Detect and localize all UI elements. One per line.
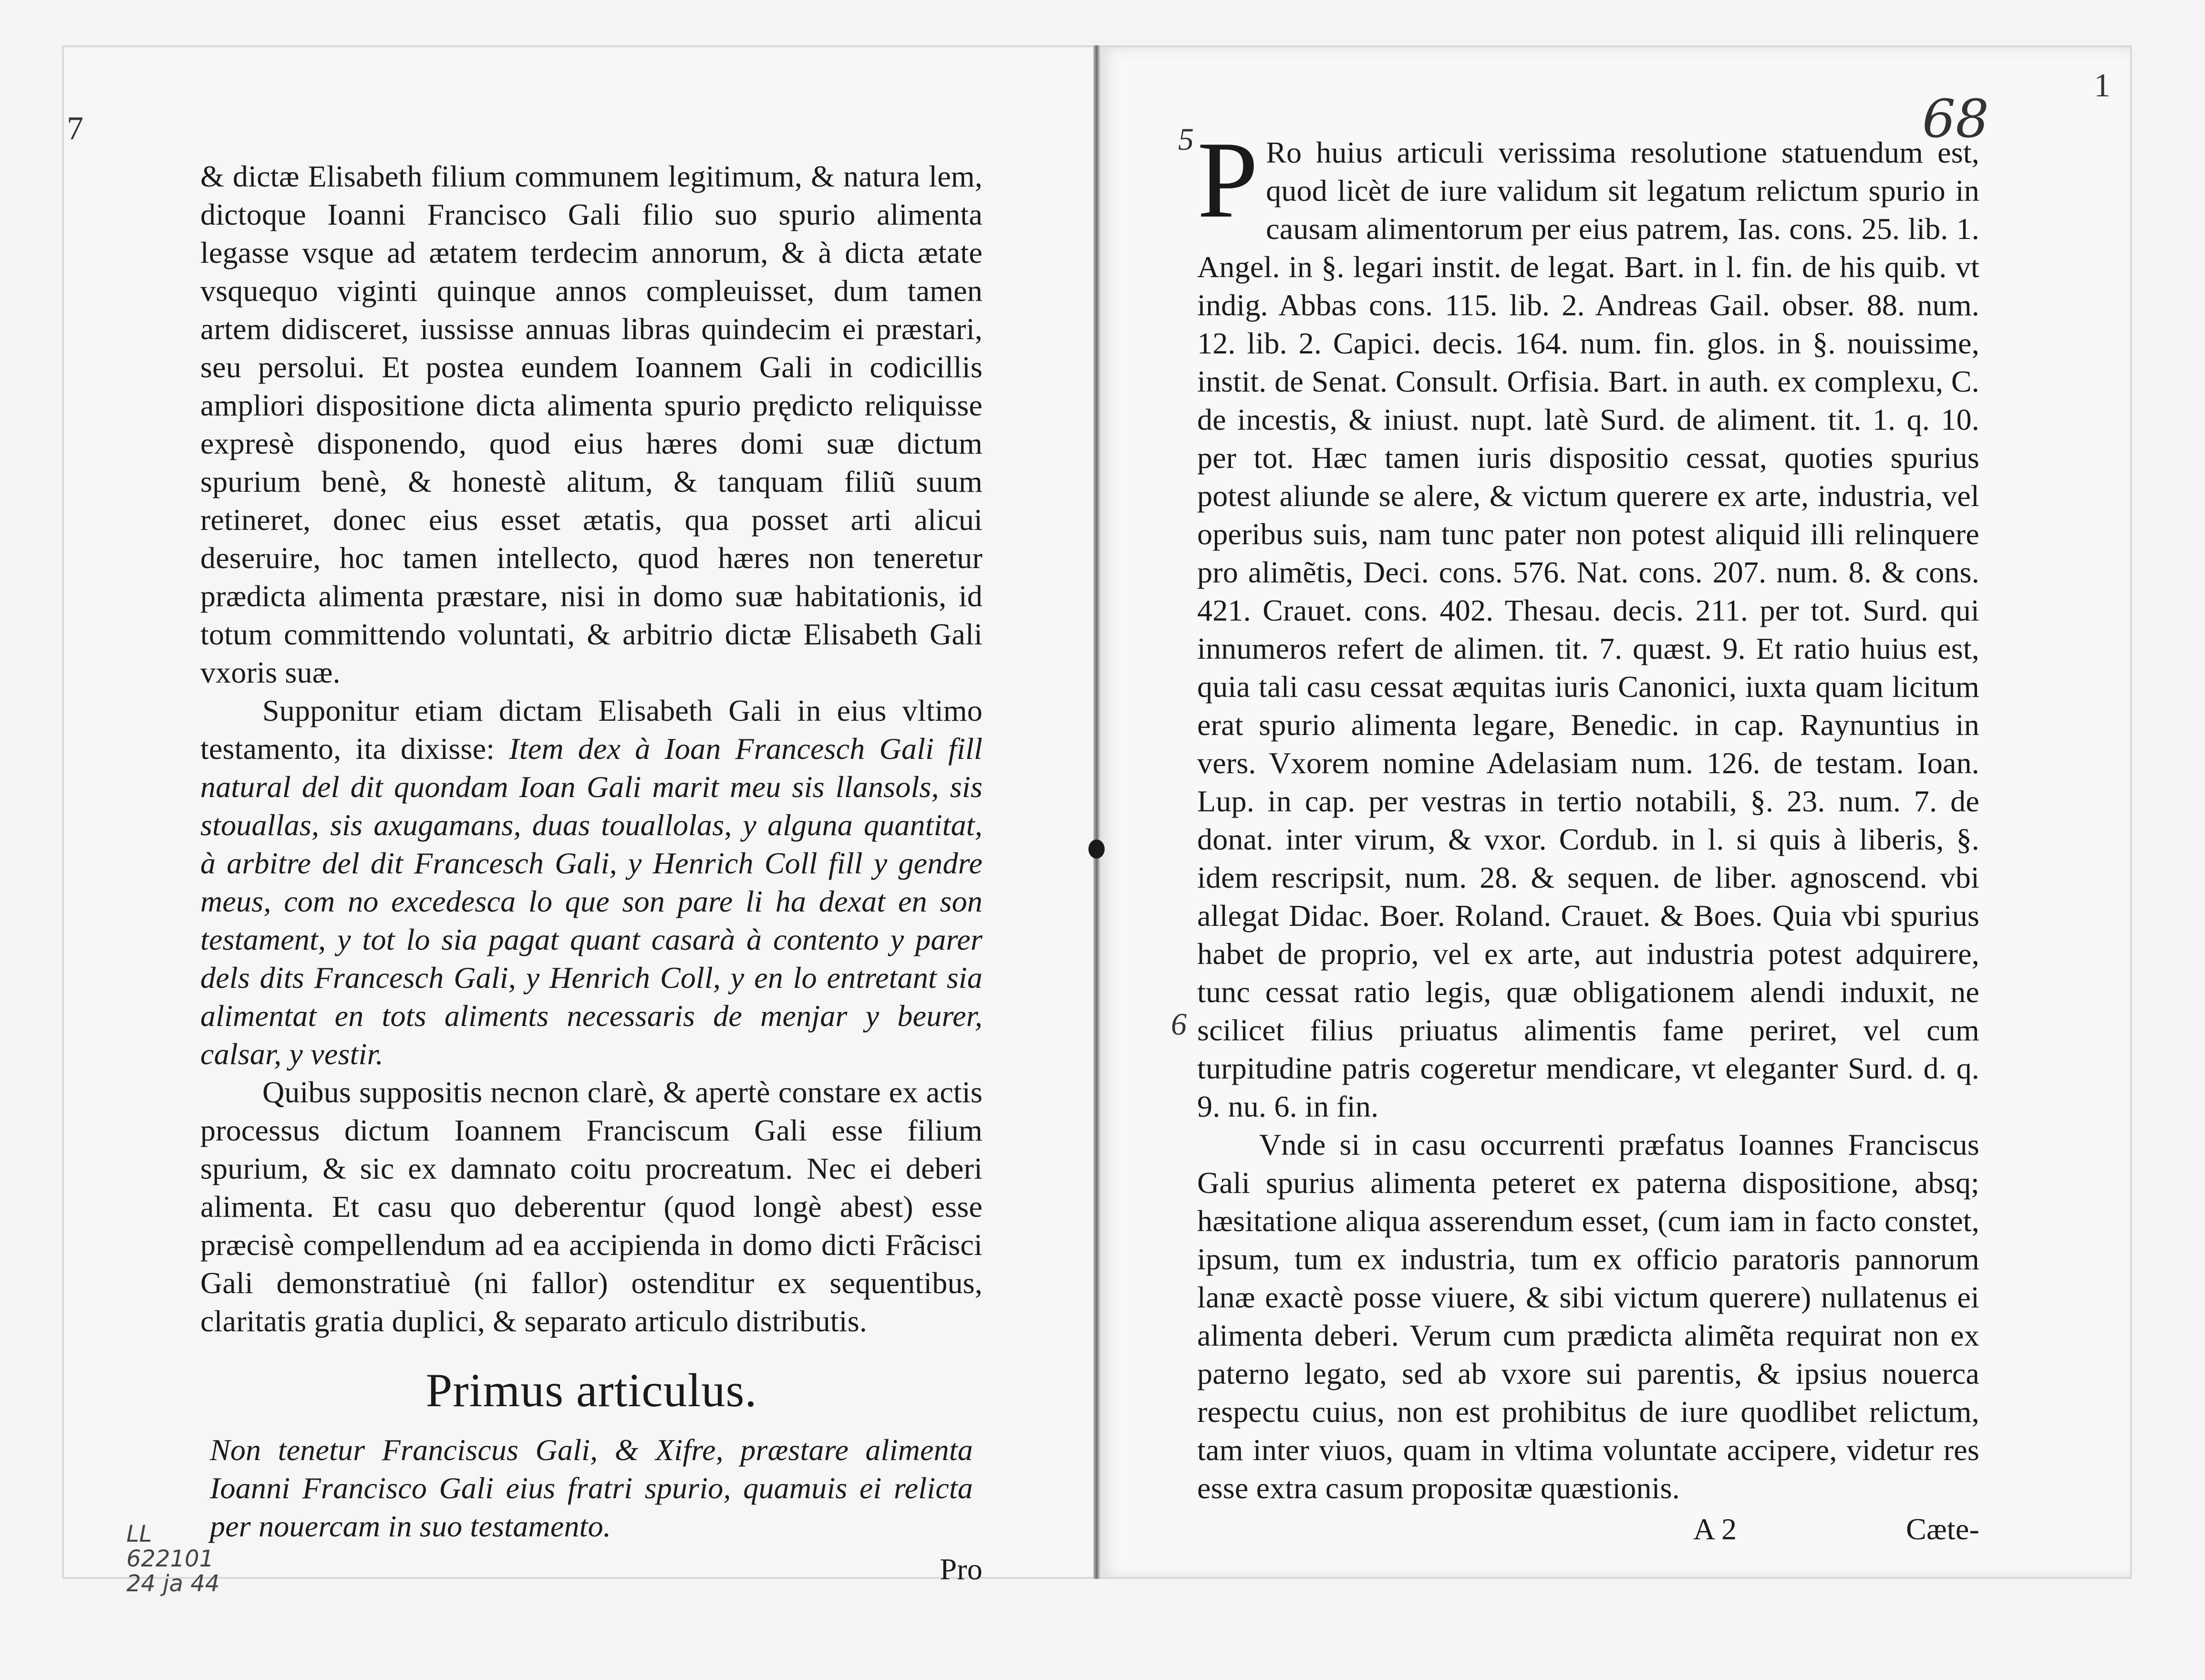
right-paragraph-1-text: Ro huius articuli verissima resolutione statuendum est, quod licèt de iure validum sit legatum relictum spurio in causam alimentorum per eius patrem, Ias. cons. 25. lib. 1. Angel. in §. legari instit. de legat. Bart. in l. fin. de his quib. vt indig. Abbas cons. 115. lib. 2. Andreas Gail. obser. 88. num. 12. lib. 2. Capici. decis. 164. num. fin. glos. in §. nouissime, instit. de Senat. Consult. Orfisia. Bart. in auth. ex complexu, C. de incestis, & iniust. nupt. latè Surd. de aliment. tit. 1. q. 10. per tot. Hæc tamen iuris dispositio cessat, quoties spurius potest aliunde se alere, & victum querere ex arte, industria, vel operibus suis, nam tunc pater non potest aliquid illi relinquere pro alimẽtis, Deci. cons. 576. Nat. cons. 207. num. 8. & cons. 421. Crauet. cons. 402. Thesau. decis. 211. per tot. Surd. qui innumeros refert de alimen. tit. 7. quæst. 9. Et ratio huius est, quia tali casu cessat æquitas iuris Canonici, iuxta quam licitum erat spurio alimenta legare, Benedic. in cap. Raynuntius in vers. Vxorem nomine Adelasiam num. 126. de testam. Ioan. Lup. in cap. per vestras in tertio notabili, §. 23. num. 7. de donat. inter virum, & vxor. Cordub. in l. si quis à liberis, §. idem rescripsit, num. 28. & sequen. de liber. agnoscend. vbi allegat Didac. Boer. Roland. Crauet. & Boes. Quia vbi spurius habet de proprio, vel ex arte, aut industria potest adquirere, tunc cessat ratio legis, quæ obligationem alendi induxit, ne scilicet filius priuatus alimentis fame periret, vel cum turpitudine patris cogeretur mendicare, vt eleganter Surd. d. q. 9. nu. 6. in fin. [1197,135,1979,1123]
left-paragraph-1: & dictæ Elisabeth filium communem legitimum, & natura lem, dictoque Ioanni Francisco Gali filio suo spurio alimenta legasse vsque ad ætatem terdecim annorum, & à dicta ætate vsquequo viginti quinque annos compleuisset, dum tamen artem didisceret, iussisse annuas libras quindecim ei præstari, seu persolui. Et postea eundem Ioannem Gali in codicillis ampliori dispositione dicta alimenta spurio prędicto reliquisse expresè disponendo, quod eius hæres domi suæ dictum spurium benè, & honestè alitum, & tanquam filiũ suum retineret, donec eius esset ætatis, qua posset arti alicui deseruire, hoc tamen intellecto, quod hæres non teneretur prædicta alimenta præstare, nisi in domo suæ habitationis, id totum committendo voluntati, & arbitrio dictæ Elisabeth Gali vxoris suæ. [200,159,983,689]
left-text-column [200,157,983,1588]
shelfmark-line-1: LL [126,1521,152,1547]
margin-note-5: 5 [1178,122,1194,157]
right-paragraph-2: Vnde si in casu occurrenti præfatus Ioannes Franciscus Gali spurius alimenta peteret ex paterna dispositione, absq; hæsitatione aliqua asserendum esset, (cum iam in facto constet, ipsum, tum ex industria, tum ex officio paratoris pannorum lanæ exactè posse viuere, & sibi victum querere) nullatenus ei alimenta deberi. Verum cum prædicta alimẽta requirat non ex paterno legato, sed ab vxore sui parentis, & ipsius nouerca respectu cuius, non est prohibitus de iure quodlibet relictum, tam inter viuos, quam in vltima voluntate accipere, videtur res esse extra casum propositæ quæstionis. [1197,1128,1979,1505]
shelfmark-line-3: 24 ja 44 [126,1570,220,1597]
right-catchword: Cæte- [1906,1512,1979,1546]
shelfmark-line-2: 622101 [126,1545,214,1572]
corner-mark-right: 1 [2094,67,2111,104]
left-paragraph-2-latin: Supponitur etiam dictam Elisabeth Gali in eius vltimo testamento, ita dixisse: [200,694,983,766]
right-text-column [1197,119,1979,1548]
corner-mark-left: 7 [67,110,83,147]
right-paragraph-1 [1197,119,1979,1126]
binding-hole [1088,840,1105,859]
left-paragraph-2-catalan: Item dex à Ioan Francesch Gali fill natural del dit quondam Ioan Gali marit meu sis llansols, sis stouallas, sis axugamans, duas touallolas, y alguna quantitat, à arbitre del dit Francesch Gali, y Henrich Coll fill y gendre meus, com no excedesca lo que son pare li ha dexat en son testament, y tot lo sia pagat quant casarà à contento y parer dels dits Francesch Gali, y Henrich Coll, y en lo entretant sia alimentat en tots aliments necessaris de menjar y beurer, calsar, y vestir. [200,732,983,1071]
signature-mark: A 2 [1693,1512,1737,1546]
archive-shelfmark [126,1522,269,1596]
left-paragraph-3: Quibus suppositis necnon clarè, & apertè constare ex actis processus dictum Ioannem Franciscum Gali esse filium spurium, & sic ex damnato coitu procreatum. Nec ei deberi alimenta. Et casu quo deberentur (quod longè abest) esse præcisè compellendum ad ea accipienda in domo dicti Frãcisci Gali demonstratiuè (ni fallor) ostenditur ex sequentibus, claritatis gratia duplici, & separato articulo distributis. [200,1075,983,1338]
left-catchword: Pro [940,1552,983,1586]
folio-number: 68 [1922,88,1989,149]
margin-note-6: 6 [1171,1007,1187,1042]
drop-cap: P [1197,119,1259,240]
signature-line [1197,1510,1979,1548]
article-heading: Primus articulus. [425,1364,757,1417]
left-paragraph-2 [200,692,983,1073]
book-spine [1093,45,1100,1579]
article-summary: Non tenetur Franciscus Gali, & Xifre, præstare alimenta Ioanni Francisco Gali eius fratri spurio, quamuis ei relicta per nouercam in suo testamento. [210,1433,973,1543]
